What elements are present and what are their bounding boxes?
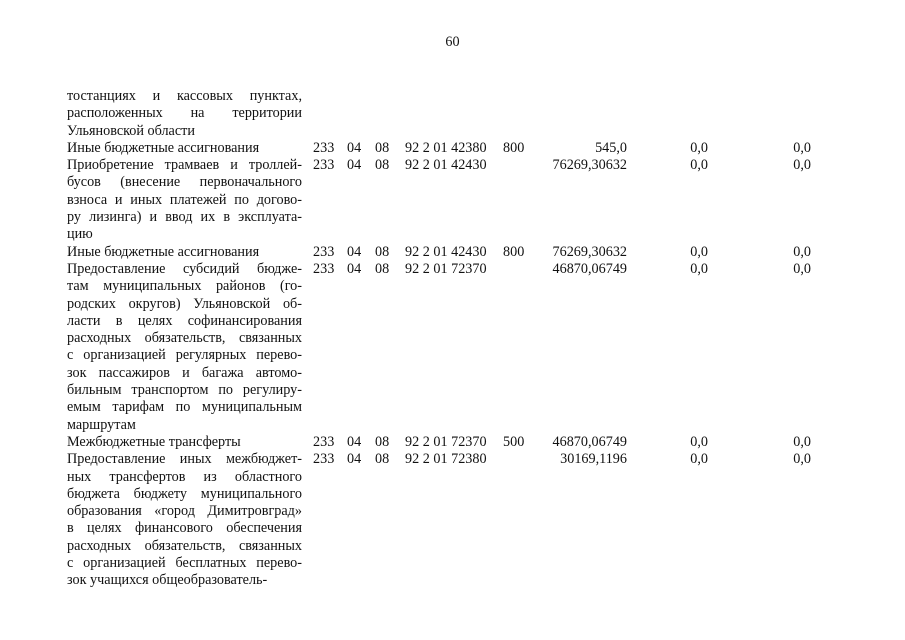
target-article-cell: 92 2 01 42430 — [405, 243, 487, 260]
description-line: там муниципальных районов (го- — [67, 278, 302, 295]
section-code-cell: 04 — [347, 261, 362, 277]
description-line: расположенных на территории — [67, 105, 302, 122]
description-line: расходных обязательств, связанных — [67, 537, 302, 554]
section-code-cell: 04 — [347, 139, 362, 156]
description-line: расходных обязательств, связанных — [67, 330, 302, 347]
description-line: зок пассажиров и багажа автомо- — [67, 364, 302, 381]
grbs-code-cell: 233 — [313, 139, 335, 156]
target-article-cell: 92 2 01 42430 — [405, 157, 487, 174]
description-line: цию — [67, 226, 93, 243]
amount-year2-cell: 0,0 — [690, 434, 708, 450]
row-description — [67, 88, 302, 140]
grbs-code-cell: 233 — [313, 434, 335, 450]
description-line: родских округов) Ульяновской об- — [67, 295, 302, 312]
amount-year3-cell: 0,0 — [793, 139, 811, 156]
expense-type-cell: 800 — [503, 243, 525, 260]
description-line: маршрутам — [67, 416, 136, 433]
expense-type-cell: 800 — [503, 139, 525, 156]
amount-year1-cell: 30169,1196 — [560, 451, 627, 468]
description-line: бильным транспортом по регулиру- — [67, 382, 302, 399]
row-description — [67, 434, 302, 451]
subsection-code-cell: 08 — [375, 157, 390, 174]
description-line: Иные бюджетные ассигнования — [67, 243, 260, 260]
amount-year2-cell: 0,0 — [690, 243, 708, 260]
description-line: Межбюджетные трансферты — [67, 434, 241, 450]
amount-year3-cell: 0,0 — [793, 261, 811, 277]
subsection-code-cell: 08 — [375, 139, 390, 156]
expense-type-cell: 500 — [503, 434, 525, 450]
description-line: ных трансфертов из областного — [67, 468, 302, 485]
row-description — [67, 157, 302, 243]
row-description — [67, 261, 302, 434]
amount-year1-cell: 76269,30632 — [552, 157, 627, 174]
subsection-code-cell: 08 — [375, 451, 390, 468]
description-line: зок учащихся общеобразователь- — [67, 572, 268, 589]
description-line: в целях финансового обеспечения — [67, 520, 302, 537]
amount-year3-cell: 0,0 — [793, 434, 811, 450]
description-line: взноса и иных платежей по догово- — [67, 191, 302, 208]
description-line: бюджета бюджету муниципального — [67, 485, 302, 502]
description-line: ру лизинга) и ввод их в эксплуата- — [67, 209, 302, 226]
description-line: Приобретение трамваев и троллей- — [67, 157, 302, 174]
amount-year3-cell: 0,0 — [793, 451, 811, 468]
amount-year2-cell: 0,0 — [690, 261, 708, 277]
description-line: емым тарифам по муниципальным — [67, 399, 302, 416]
description-line: с организацией регулярных перево- — [67, 347, 302, 364]
target-article-cell: 92 2 01 72380 — [405, 451, 487, 468]
description-line: тостанциях и кассовых пунктах, — [67, 88, 302, 104]
row-description — [67, 244, 302, 261]
page-number: 60 — [445, 34, 460, 50]
subsection-code-cell: 08 — [375, 434, 390, 450]
description-line: Иные бюджетные ассигнования — [67, 139, 260, 156]
section-code-cell: 04 — [347, 157, 362, 174]
target-article-cell: 92 2 01 72370 — [405, 261, 487, 277]
description-line: Предоставление иных межбюджет- — [67, 451, 302, 468]
grbs-code-cell: 233 — [313, 157, 335, 174]
description-line: ласти в целях софинансирования — [67, 312, 302, 329]
description-line: Предоставление субсидий бюдже- — [67, 261, 302, 277]
subsection-code-cell: 08 — [375, 261, 390, 277]
section-code-cell: 04 — [347, 451, 362, 468]
amount-year1-cell: 76269,30632 — [552, 243, 627, 260]
amount-year1-cell: 46870,06749 — [552, 261, 627, 277]
amount-year1-cell: 545,0 — [595, 139, 627, 156]
target-article-cell: 92 2 01 72370 — [405, 434, 487, 450]
row-description — [67, 451, 302, 589]
grbs-code-cell: 233 — [313, 243, 335, 260]
subsection-code-cell: 08 — [375, 243, 390, 260]
amount-year2-cell: 0,0 — [690, 157, 708, 174]
target-article-cell: 92 2 01 42380 — [405, 139, 487, 156]
description-line: образования «город Димитровград» — [67, 503, 302, 520]
grbs-code-cell: 233 — [313, 261, 335, 277]
section-code-cell: 04 — [347, 434, 362, 450]
section-code-cell: 04 — [347, 243, 362, 260]
grbs-code-cell: 233 — [313, 451, 335, 468]
amount-year2-cell: 0,0 — [690, 139, 708, 156]
amount-year2-cell: 0,0 — [690, 451, 708, 468]
description-line: Ульяновской области — [67, 122, 195, 139]
amount-year3-cell: 0,0 — [793, 157, 811, 174]
description-line: бусов (внесение первоначального — [67, 174, 302, 191]
amount-year1-cell: 46870,06749 — [552, 434, 627, 450]
description-line: с организацией бесплатных перево- — [67, 555, 302, 572]
amount-year3-cell: 0,0 — [793, 243, 811, 260]
row-description — [67, 140, 302, 157]
